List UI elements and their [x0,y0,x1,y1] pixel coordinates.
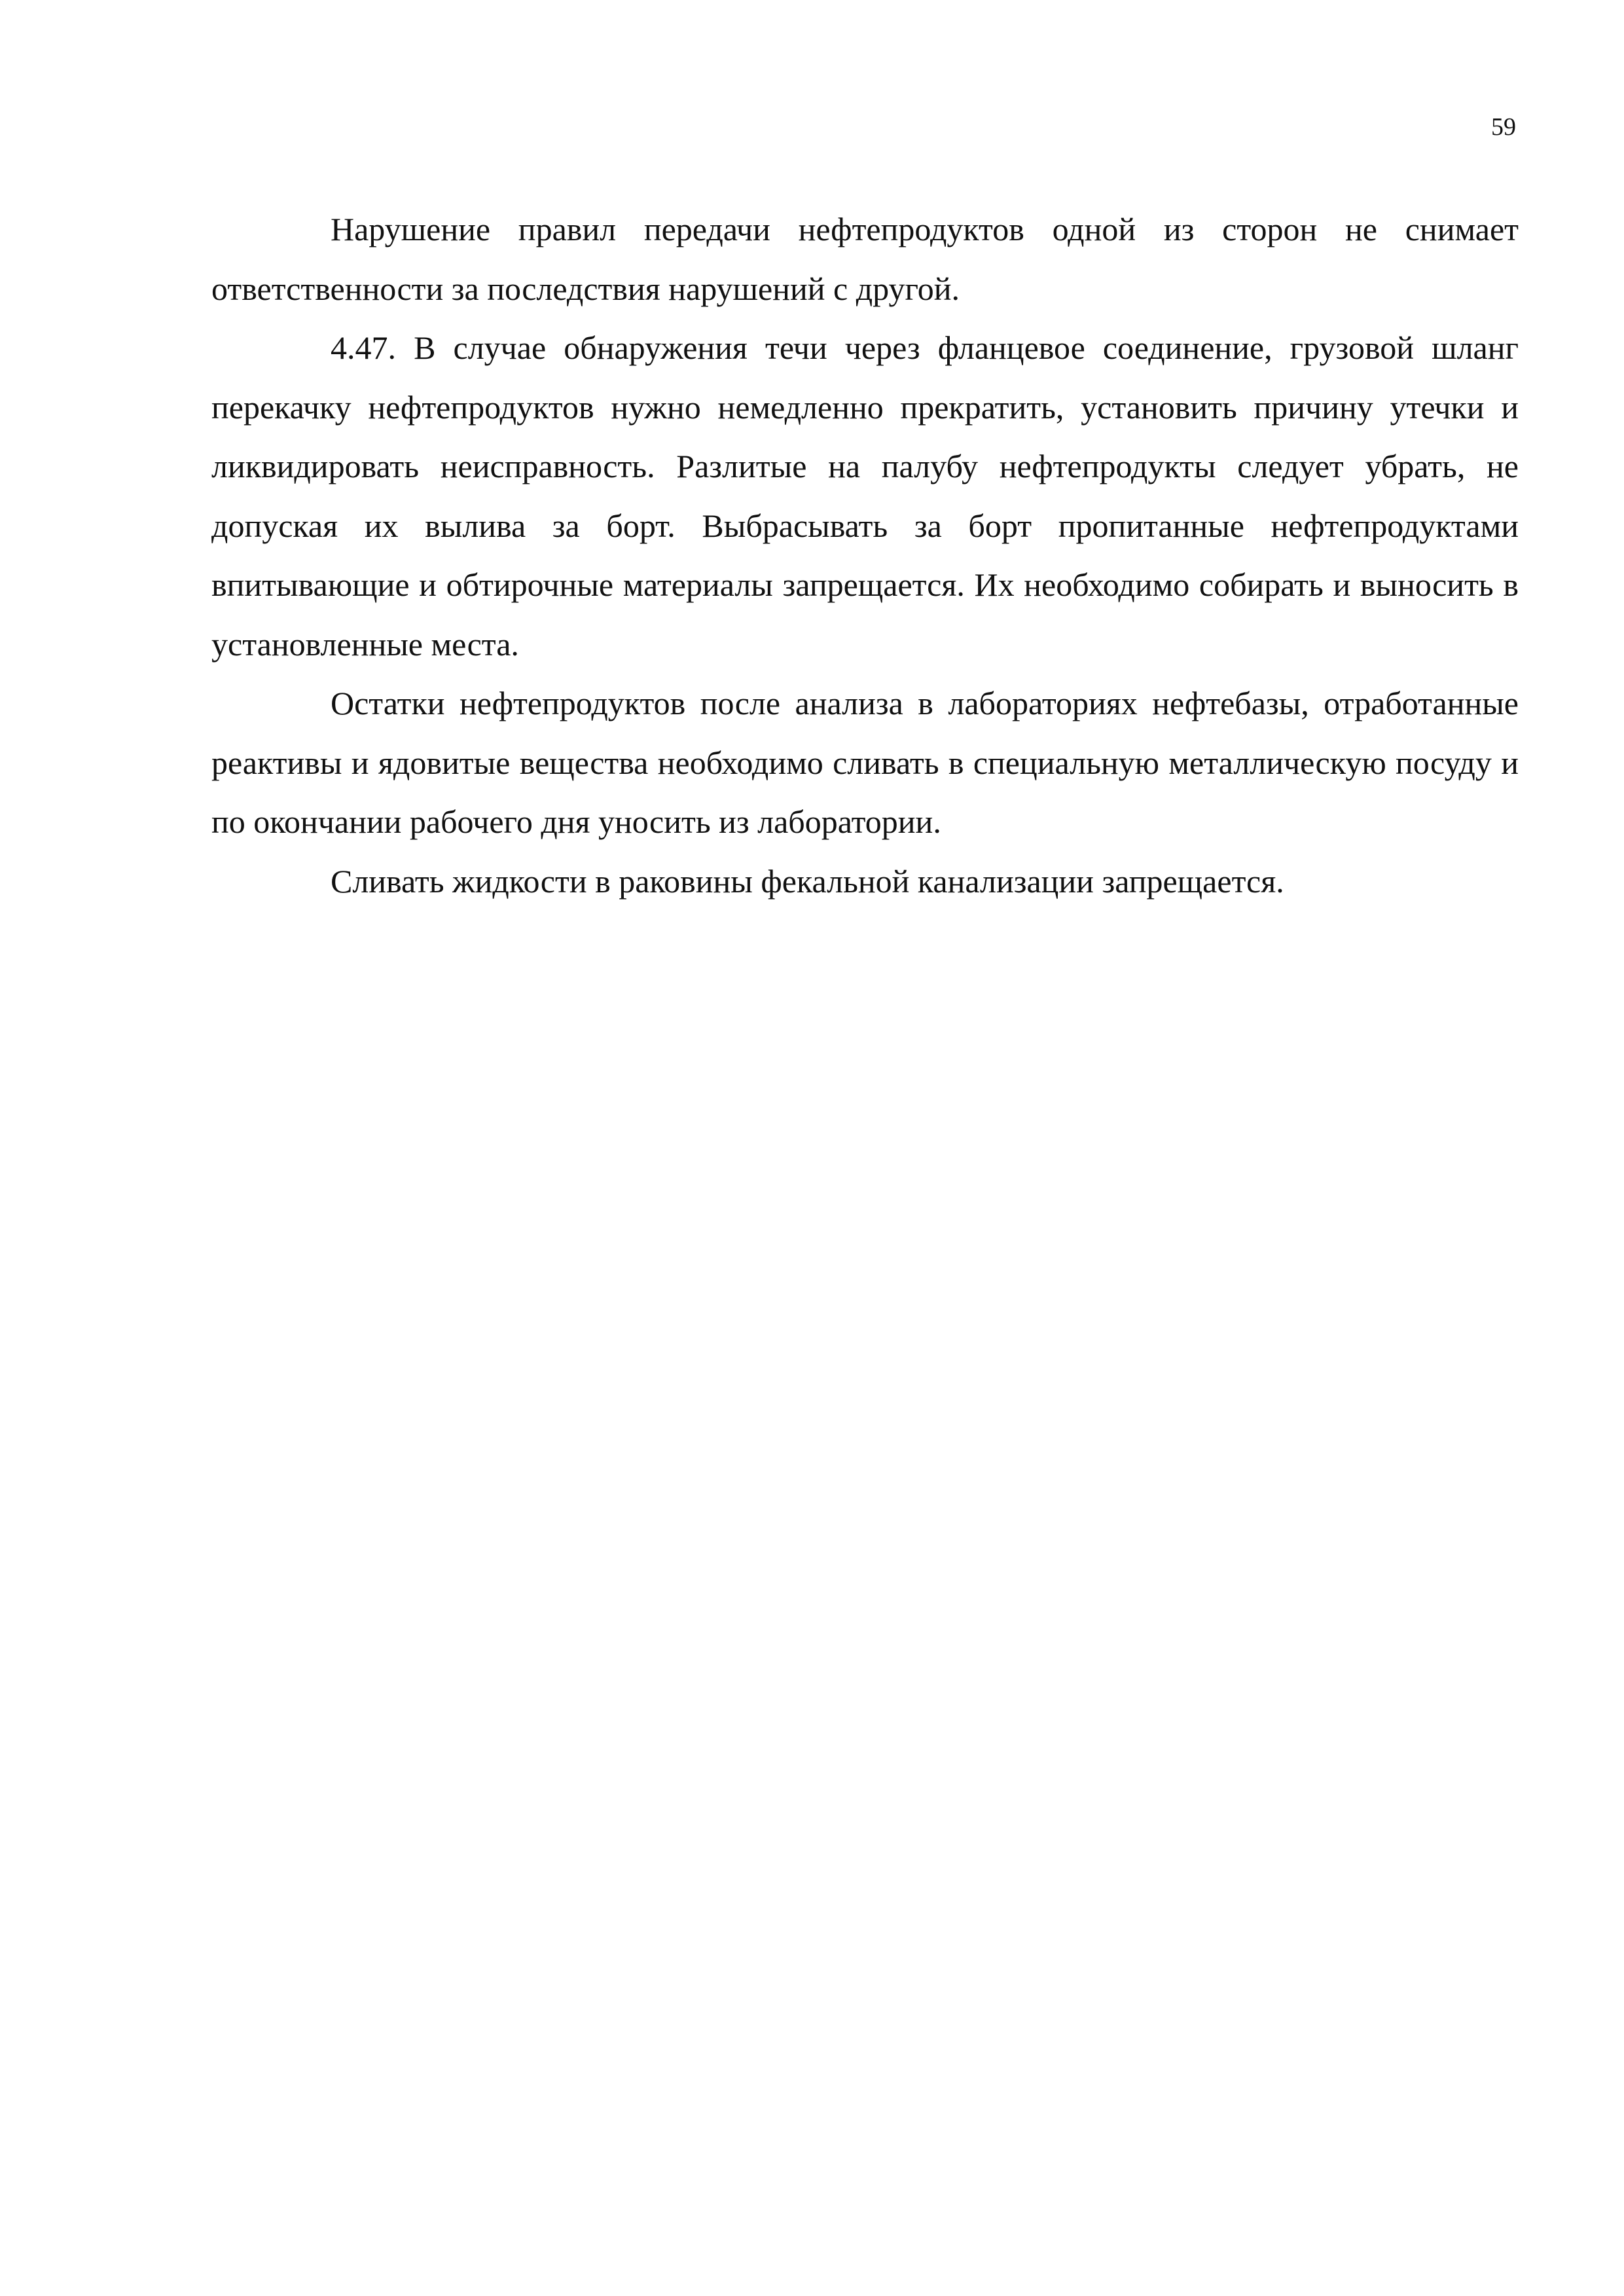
paragraph-1: Нарушение правил передачи нефтепродуктов одной из сторон не снимает ответственности за последствия нарушений с другой. [211,211,1519,307]
paragraph-2: 4.47. В случае обнаружения течи через фланцевое соединение, грузовой шланг перекачку нефтепродуктов нужно немедленно прекратить, установить причину утечки и ликвидировать неисправность. Разлитые на палубу нефтепродукты следует убрать, не допуская их вылива за борт. Выбрасывать за борт пропитанные нефтепродуктами впитывающие и обтирочные материалы запрещается. Их необходимо собирать и выносить в установленные места. [211,329,1519,663]
body-text [211,200,1519,911]
paragraph-3: Остатки нефтепродуктов после анализа в лабораториях нефтебазы, отработанные реактивы и ядовитые вещества необходимо сливать в специальную металлическую посуду и по окончании рабочего дня уносить из лаборатории. [211,685,1519,840]
page-number: 59 [1491,113,1516,141]
paragraph-4: Сливать жидкости в раковины фекальной канализации запрещается. [331,862,1284,900]
